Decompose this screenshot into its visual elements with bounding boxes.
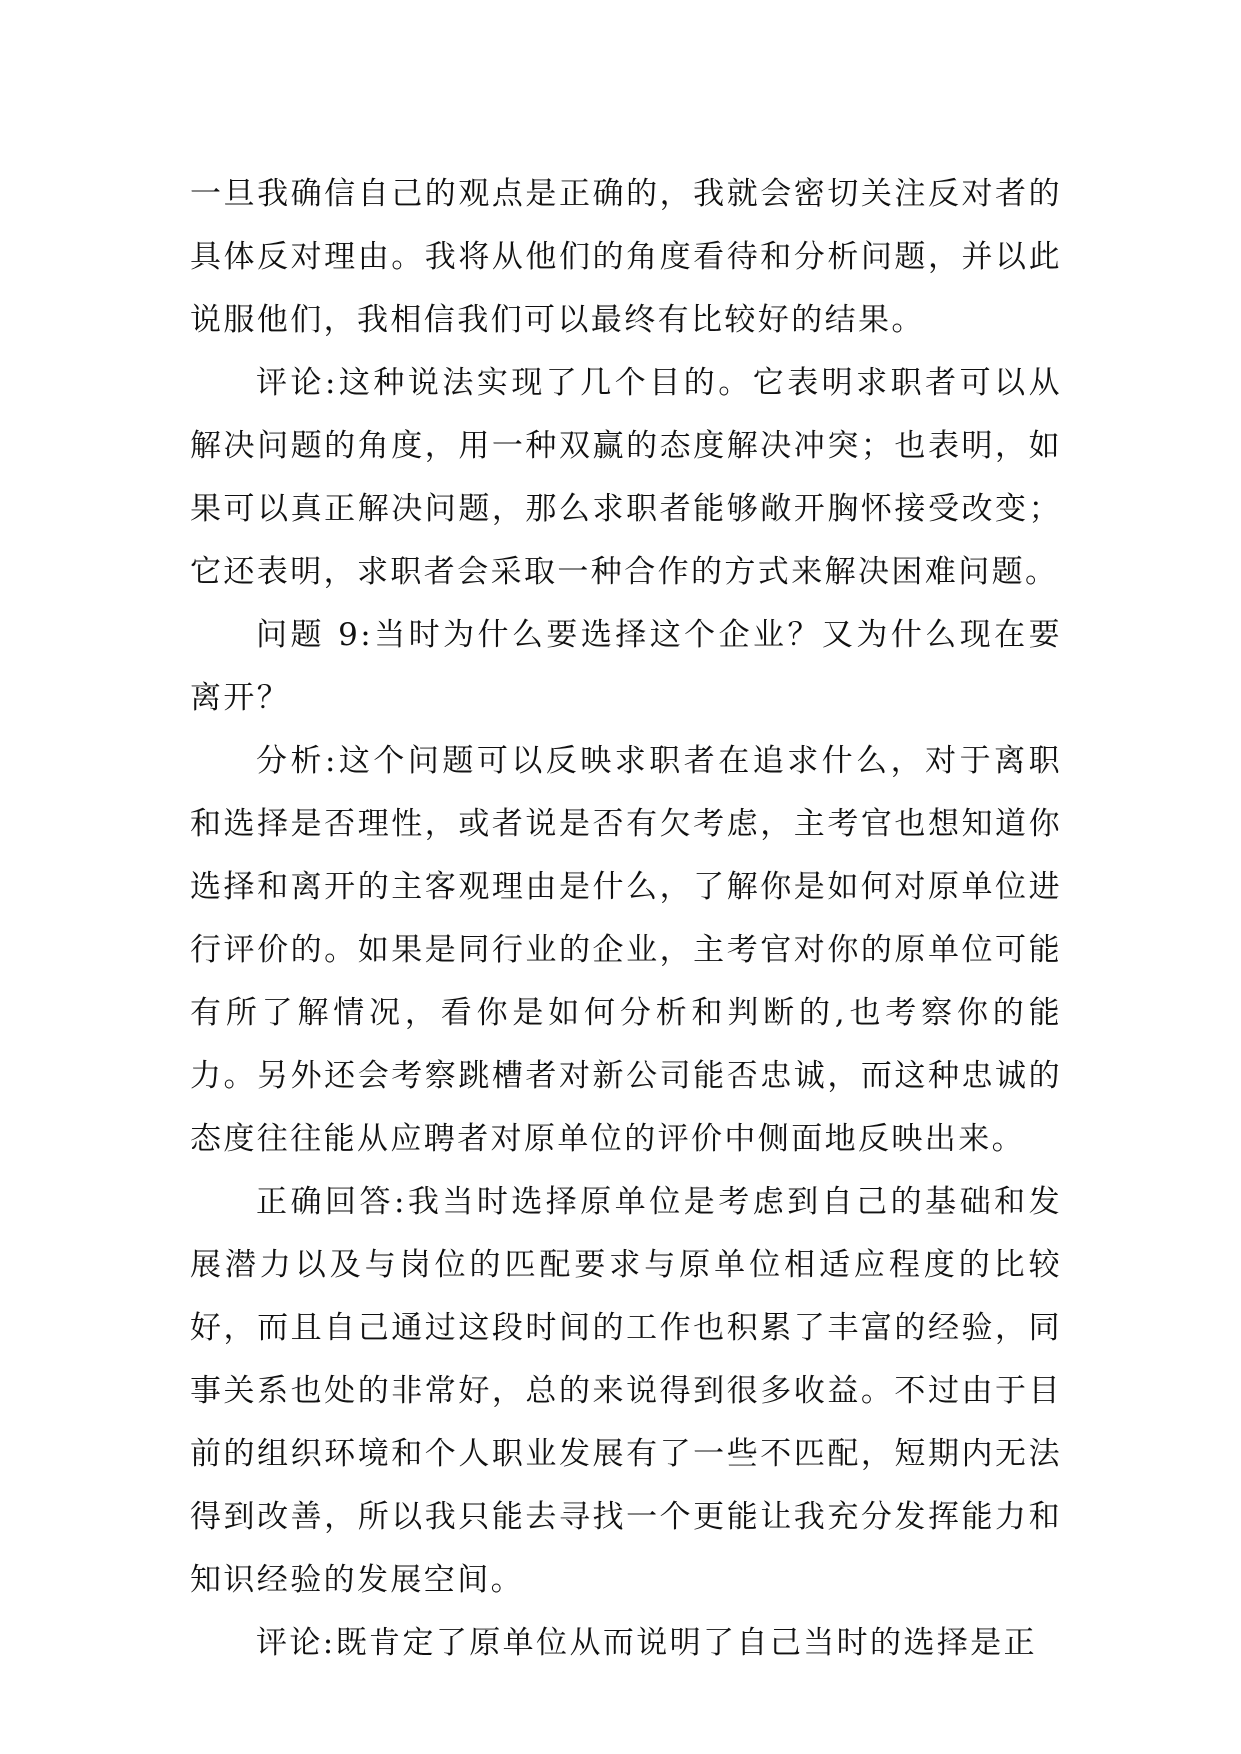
paragraph-analysis: 分析:这个问题可以反映求职者在追求什么，对于离职和选择是否理性，或者说是否有欠考虑，主考官也想知道你选择和离开的主客观理由是什么，了解你是如何对原单位进行评价的。如果是同行业的企业，主考官对你的原单位可能有所了解情况，看你是如何分析和判断的,也考察你的能力。另外还会考察跳槽者对新公司能否忠诚，而这种忠诚的态度往往能从应聘者对原单位的评价中侧面地反映出来。 — [190, 743, 1062, 1157]
paragraph-comment-1: 评论:这种说法实现了几个目的。它表明求职者可以从解决问题的角度，用一种双赢的态度解决冲突；也表明，如果可以真正解决问题，那么求职者能够敞开胸怀接受改变；它还表明，求职者会采取一种合作的方式来解决困难问题。 — [190, 365, 1062, 590]
paragraph-question-9: 问题 9:当时为什么要选择这个企业？又为什么现在要离开？ — [190, 617, 1062, 716]
paragraph-correct-answer: 正确回答:我当时选择原单位是考虑到自己的基础和发展潜力以及与岗位的匹配要求与原单位相适应程度的比较好，而且自己通过这段时间的工作也积累了丰富的经验，同事关系也处的非常好，总的来说得到很多收益。不过由于目前的组织环境和个人职业发展有了一些不匹配，短期内无法得到改善，所以我只能去寻找一个更能让我充分发挥能力和知识经验的发展空间。 — [190, 1184, 1062, 1598]
paragraph-comment-2: 评论:既肯定了原单位从而说明了自己当时的选择是正 — [256, 1625, 1038, 1661]
paragraph-continuation: 一旦我确信自己的观点是正确的，我就会密切关注反对者的具体反对理由。我将从他们的角度看待和分析问题，并以此说服他们，我相信我们可以最终有比较好的结果。 — [190, 176, 1062, 338]
document-body — [190, 163, 1062, 1675]
